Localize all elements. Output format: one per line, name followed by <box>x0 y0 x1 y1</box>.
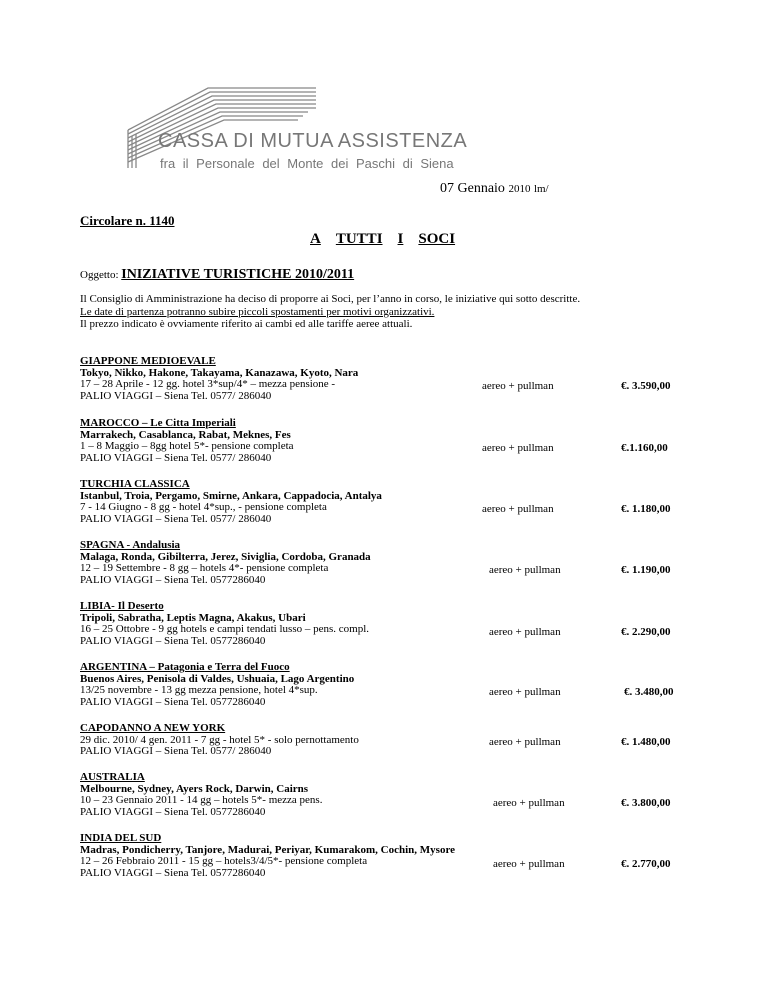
circular-number: Circolare n. 1140 <box>80 213 175 228</box>
recipients-heading <box>310 231 455 248</box>
trip-price: €.1.160,00 <box>621 442 668 454</box>
trip-places: Marrakech, Casablanca, Rabat, Meknes, Fes <box>80 428 291 441</box>
trip-transport: aereo + pullman <box>489 626 561 638</box>
recipients-prefix: A <box>310 231 321 247</box>
trip-details: 12 – 26 Febbraio 2011 - 15 gg – hotels3/4/5*- pensione completa <box>80 855 368 868</box>
intro-line-3: Il prezzo indicato è ovviamente riferito ai cambi ed alle tariffe aeree attuali. <box>80 318 413 330</box>
trip-transport: aereo + pullman <box>489 686 561 698</box>
trip-title: INDIA DEL SUD <box>80 832 162 844</box>
subject-label: Oggetto: <box>80 269 119 281</box>
trip-transport: aereo + pullman <box>482 442 554 454</box>
date-reference: lm/ <box>533 183 549 195</box>
trip-title: LIBIA- Il Deserto <box>80 600 164 612</box>
trip-places: Tripoli, Sabratha, Leptis Magna, Akakus, Ubari <box>80 611 306 624</box>
trip-details: 10 – 23 Gennaio 2011 - 14 gg – hotels 5*- mezza pens. <box>80 794 323 807</box>
date-year: 2010 <box>508 183 531 195</box>
trip-title: TURCHIA CLASSICA <box>80 478 190 490</box>
trip-agency: PALIO VIAGGI – Siena Tel. 0577286040 <box>80 573 266 586</box>
trip-agency: PALIO VIAGGI – Siena Tel. 0577/ 286040 <box>80 451 272 464</box>
trip-details: 29 dic. 2010/ 4 gen. 2011 - 7 gg - hotel 5* - solo pernottamento <box>80 733 359 746</box>
trip-title: AUSTRALIA <box>80 771 145 783</box>
trip-price: €. 1.190,00 <box>621 564 671 576</box>
recipients-soci: SOCI <box>418 231 456 247</box>
trip-places: Tokyo, Nikko, Hakone, Takayama, Kanazawa, Kyoto, Nara <box>80 366 359 379</box>
trip-item <box>80 479 480 525</box>
recipients-i: I <box>397 231 404 247</box>
trip-transport: aereo + pullman <box>493 858 565 870</box>
trip-agency: PALIO VIAGGI – Siena Tel. 0577286040 <box>80 805 266 818</box>
trip-transport: aereo + pullman <box>489 736 561 748</box>
trip-price: €. 1.480,00 <box>621 736 671 748</box>
org-name: CASSA DI MUTUA ASSISTENZA <box>158 130 468 152</box>
trip-details: 16 – 25 Ottobre - 9 gg hotels e campi tendati lusso – pens. compl. <box>80 623 370 636</box>
trip-places: Buenos Aires, Penisola di Valdes, Ushuaia, Lago Argentino <box>80 672 355 685</box>
trip-item <box>80 772 480 818</box>
trip-details: 1 – 8 Maggio – 8gg hotel 5*- pensione completa <box>80 440 294 453</box>
trip-details: 13/25 novembre - 13 gg mezza pensione, hotel 4*sup. <box>80 684 318 697</box>
trip-item <box>80 418 480 464</box>
trip-details: 17 – 28 Aprile - 12 gg. hotel 3*sup/4* – mezza pensione - <box>80 378 336 391</box>
trip-title: CAPODANNO A NEW YORK <box>80 722 226 734</box>
trip-price: €. 2.290,00 <box>621 626 671 638</box>
trip-item <box>80 540 480 586</box>
trip-details: 12 – 19 Settembre - 8 gg – hotels 4*- pensione completa <box>80 562 329 575</box>
trip-transport: aereo + pullman <box>482 380 554 392</box>
trip-agency: PALIO VIAGGI – Siena Tel. 0577/ 286040 <box>80 389 272 402</box>
intro-paragraph <box>80 293 580 331</box>
trip-places: Melbourne, Sydney, Ayers Rock, Darwin, Cairns <box>80 782 309 795</box>
trip-agency: PALIO VIAGGI – Siena Tel. 0577286040 <box>80 634 266 647</box>
trip-item <box>80 662 480 708</box>
trip-price: €. 3.480,00 <box>624 686 674 698</box>
intro-line-1: Il Consiglio di Amministrazione ha deciso di proporre ai Soci, per l’anno in corso, le iniziative qui sotto descritte. <box>80 293 581 305</box>
trip-transport: aereo + pullman <box>493 797 565 809</box>
document-date <box>440 181 549 197</box>
trip-title: MAROCCO – Le Citta Imperiali <box>80 417 236 429</box>
trip-agency: PALIO VIAGGI – Siena Tel. 0577/ 286040 <box>80 512 272 525</box>
trip-places: Malaga, Ronda, Gibilterra, Jerez, Siviglia, Cordoba, Granada <box>80 550 371 563</box>
trip-price: €. 3.590,00 <box>621 380 671 392</box>
trip-price: €. 3.800,00 <box>621 797 671 809</box>
trip-title: SPAGNA - Andalusia <box>80 539 181 551</box>
trip-price: €. 2.770,00 <box>621 858 671 870</box>
subject-text: INIZIATIVE TURISTICHE 2010/2011 <box>121 267 355 282</box>
subject-line <box>80 267 354 283</box>
trip-item <box>80 723 480 758</box>
intro-line-2: Le date di partenza potranno subire piccoli spostamenti per motivi organizzativi. <box>80 305 435 318</box>
org-subtitle: fra il Personale del Monte dei Paschi di Siena <box>160 156 454 171</box>
trip-item <box>80 601 480 647</box>
trip-agency: PALIO VIAGGI – Siena Tel. 0577286040 <box>80 695 266 708</box>
trip-agency: PALIO VIAGGI – Siena Tel. 0577286040 <box>80 866 266 879</box>
trip-item <box>80 356 480 402</box>
recipients-tutti: TUTTI <box>335 231 383 247</box>
date-main: 07 Gennaio <box>440 181 505 196</box>
trip-title: ARGENTINA – Patagonia e Terra del Fuoco <box>80 661 290 673</box>
trip-title: GIAPPONE MEDIOEVALE <box>80 355 216 367</box>
trip-details: 7 - 14 Giugno - 8 gg - hotel 4*sup., - pensione completa <box>80 501 327 514</box>
trip-price: €. 1.180,00 <box>621 503 671 515</box>
trip-item <box>80 833 480 879</box>
trip-places: Madras, Pondicherry, Tanjore, Madurai, Periyar, Kumarakom, Cochin, Mysore <box>80 843 456 856</box>
trip-places: Istanbul, Troia, Pergamo, Smirne, Ankara, Cappadocia, Antalya <box>80 489 382 502</box>
trip-transport: aereo + pullman <box>489 564 561 576</box>
trip-agency: PALIO VIAGGI – Siena Tel. 0577/ 286040 <box>80 745 272 758</box>
trip-transport: aereo + pullman <box>482 503 554 515</box>
